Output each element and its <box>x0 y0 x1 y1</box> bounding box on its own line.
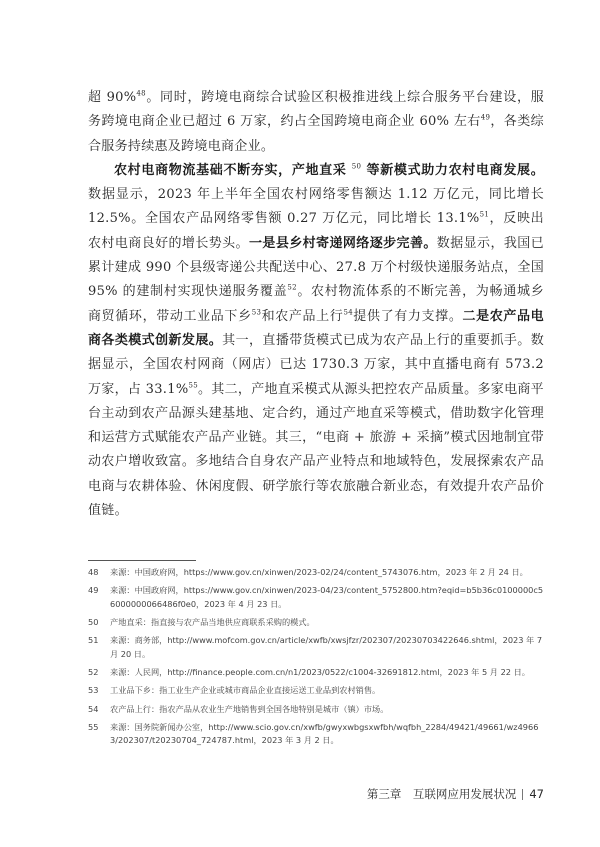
page-number: 47 <box>529 787 544 801</box>
footnote-54 <box>88 703 544 716</box>
bold-heading-text: 农村电商物流基础不断夯实，产地直采 <box>114 162 352 178</box>
footnote-number: 51 <box>88 635 99 646</box>
footnote-ref: 55 <box>188 381 198 390</box>
footnote-number: 53 <box>88 685 99 696</box>
footnote-number: 50 <box>88 616 99 627</box>
footnote-text: 工业品下乡：指工业生产企业或城市商品企业直接运送工业品到农村销售。 <box>110 685 381 696</box>
footer-separator <box>522 789 523 800</box>
footnote-text: 来源：商务部，http://www.mofcom.gov.cn/article/xwfb/xwsjfzr/202307/20230703422646.shtml，2023 年 7 月 20 日。 <box>110 635 543 659</box>
body-run: 数据显示，2023 年上半年全国农村网络零售额达 1.12 万亿元，同比增长 12.5%。全国农产品网络零售额 0.27 万亿元，同比增长 13.1% <box>88 187 544 227</box>
footnote-text: 来源：国务院新闻办公室，http://www.scio.gov.cn/xwfb/gwyxwbgsxwfbh/wqfbh_2284/49421/49661/wz49663/202307/t20230704_724787.html，2023 年 3 月 2 日。 <box>110 722 539 746</box>
body-run: 数据显示，我国已累计建成 990 个县级寄递公共配送中心、27.8 万个村级快递服务站点，全国 95% 的建制村实现快递服务覆盖 <box>88 235 544 300</box>
footnote-ref: 52 <box>287 284 297 293</box>
footnote-52 <box>88 666 544 679</box>
body-text <box>88 86 544 523</box>
footnote-text: 来源：中国政府网，https://www.gov.cn/xinwen/2023-04/23/content_5752800.htm?eqid=b5b36c0100000c56000000066486f0e0，2023 年 4 月 23 日。 <box>110 585 544 609</box>
footnote-55 <box>88 721 544 747</box>
footnote-text: 来源：中国政府网，https://www.gov.cn/xinwen/2023-02/24/content_5743076.htm，2023 年 2 月 24 日。 <box>110 567 528 577</box>
footnote-ref: 50 <box>351 162 362 171</box>
footnote-50 <box>88 616 544 629</box>
body-run: 。农村物流体系的不断完善，为畅通城乡商贸循环，带动工业品下乡 <box>88 284 544 324</box>
body-run: ，各类综合服务持续惠及跨境电商企业。 <box>88 114 544 154</box>
body-run: ，反映出农村电商良好的增长势头。 <box>88 211 544 251</box>
footnote-ref: 51 <box>479 211 490 220</box>
footnote-divider <box>88 560 196 561</box>
footnote-53 <box>88 684 544 697</box>
footnote-text: 产地直采：指直接与农产品当地供应商联系采购的模式。 <box>110 616 315 627</box>
footnote-ref: 48 <box>136 89 146 98</box>
body-run: 。同时，跨境电商综合试验区积极推进线上综合服务平台建设，服务跨境电商企业已超过 6 万家，约占全国跨境电商企业 60% 左右 <box>88 90 545 130</box>
chapter-title: 第三章 互联网应用发展状况 <box>366 787 517 801</box>
body-run: 其一，直播带货模式已成为农产品上行的重要抓手。数据显示，全国农村网商（网店）已达 1730.3 万家，其中直播电商有 573.2 万家，占 33.1% <box>88 332 544 397</box>
body-run: 和农产品上行 <box>261 308 344 324</box>
footnote-number: 54 <box>88 703 99 714</box>
footnote-number: 49 <box>88 585 99 596</box>
footnote-text: 来源：人民网，http://finance.people.com.cn/n1/2023/0522/c1004-32691812.html，2023 年 5 月 22 日。 <box>110 666 530 677</box>
footnote-ref: 49 <box>480 113 491 122</box>
footnote-text: 农产品上行：指农产品从农业生产地销售到全国各地特别是城市（镇）市场。 <box>110 703 389 714</box>
footnote-number: 52 <box>88 666 99 677</box>
footnotes <box>88 566 544 753</box>
body-run: 超 90% <box>88 90 137 105</box>
bold-heading-text: 二是农产品电商各类模式创新发展。 <box>88 308 544 348</box>
body-run: 提供了有力支撑。 <box>352 308 463 324</box>
page-footer <box>367 786 544 802</box>
bold-heading-text: 一是县乡村寄递网络逐步完善。 <box>248 235 437 251</box>
paragraph-rural-ecommerce <box>88 159 544 523</box>
footnote-ref: 53 <box>251 308 262 317</box>
footnote-number: 48 <box>88 567 99 577</box>
footnote-number: 55 <box>88 722 99 733</box>
footnote-49 <box>88 584 544 610</box>
footnote-48 <box>88 566 544 579</box>
footnote-51 <box>88 634 544 660</box>
bold-heading-text: 等新模式助力农村电商发展。 <box>361 162 544 178</box>
footnote-ref: 54 <box>343 308 353 317</box>
paragraph-cross-border-ecommerce <box>88 86 544 159</box>
body-run: 。其二，产地直采模式从源头把控农产品质量。多家电商平台主动到农产品源头建基地、定合约，通过产地直采等模式，借助数字化管理和运营方式赋能农产品产业链。其三，“电商 + 旅游 + 采摘”模式因地制宜带动农户增收致富。多地结合自身农产品产业特点和地域特色，发展探索农产品电商与农耕体验、休闲度假、研学旅行等农旅融合新业态，有效提升农产品价值链。 <box>88 381 544 519</box>
